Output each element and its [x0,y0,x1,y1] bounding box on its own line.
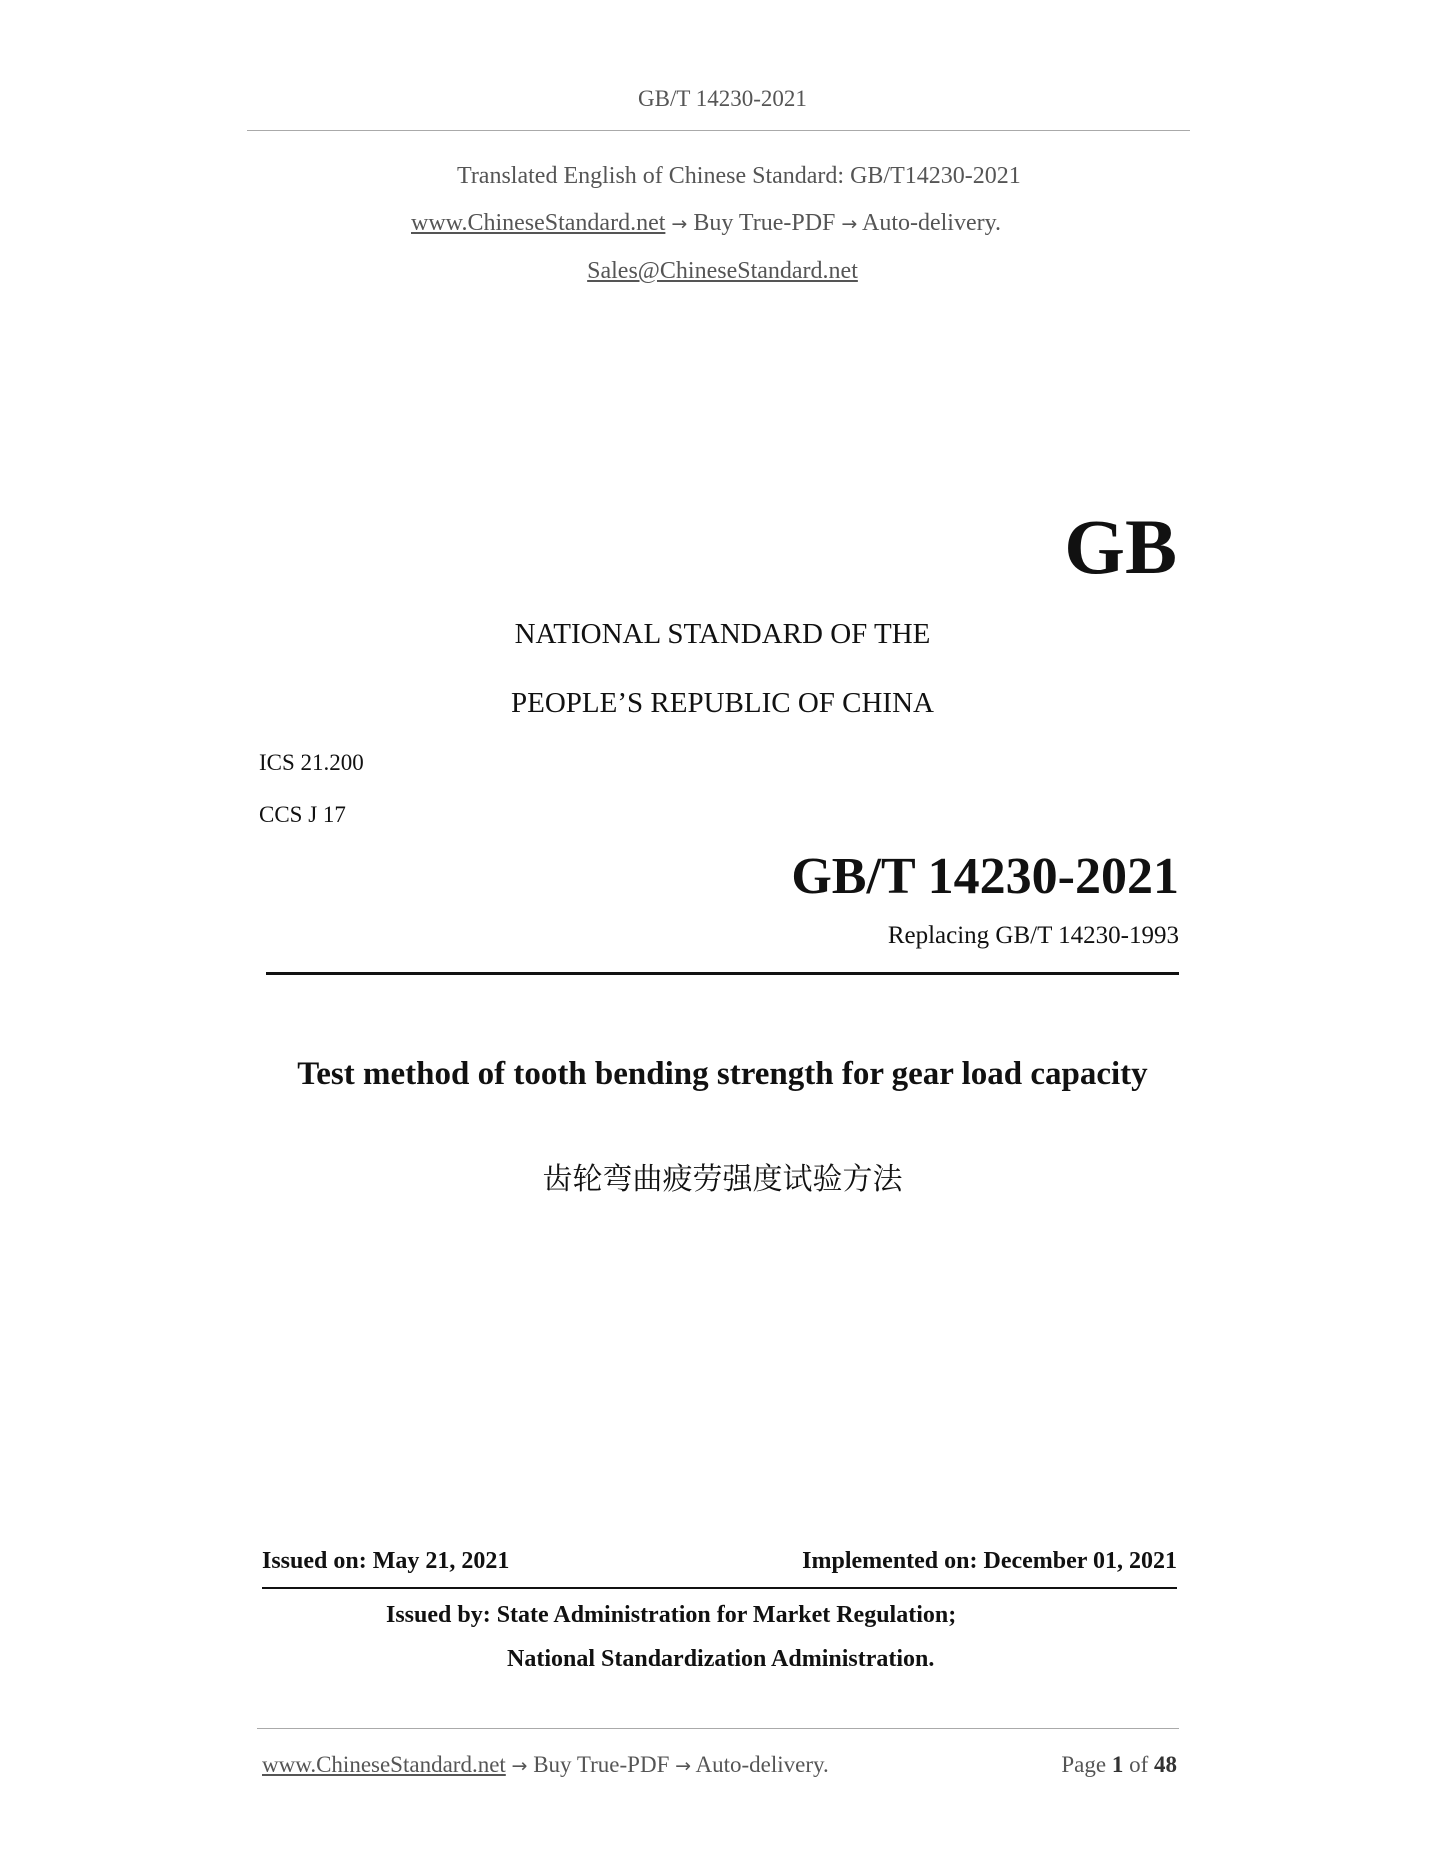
running-header: GB/T 14230-2021 [638,86,807,111]
issue-divider [262,1587,1177,1589]
ics-code: ICS 21.200 [259,750,364,775]
footer-divider [257,1728,1179,1729]
buy-text: Buy True-PDF [693,210,836,236]
implemented-on: Implemented on: December 01, 2021 [802,1548,1177,1574]
issued-by-line1: Issued by: State Administration for Market Regulation; [386,1602,957,1628]
notice-links [411,210,1001,237]
replacing-note: Replacing GB/T 14230-1993 [887,922,1179,949]
footer-buy-text: Buy True-PDF [533,1752,670,1777]
footer-links [262,1752,829,1778]
title-english: Test method of tooth bending strength for gear load capacity [297,1056,1148,1092]
email-row [0,258,1445,285]
of-label: of [1129,1752,1149,1777]
footer-site-link[interactable]: www.ChineseStandard.net [262,1752,506,1777]
page-number: 1 [1111,1752,1124,1777]
arrow-icon: → [671,213,688,235]
issued-by-line2: National Standardization Administration. [507,1646,935,1672]
standard-number: GB/T 14230-2021 [791,848,1179,905]
site-link[interactable]: www.ChineseStandard.net [411,210,666,236]
arrow-icon: → [675,1755,692,1777]
arrow-icon: → [841,213,858,235]
issued-on: Issued on: May 21, 2021 [262,1548,510,1574]
gb-logo: GB [1064,503,1177,590]
national-standard-line2: PEOPLE’S REPUBLIC OF CHINA [511,687,934,719]
ccs-code: CCS J 17 [259,802,346,827]
auto-delivery-text: Auto-delivery. [861,210,1002,236]
header-divider [247,130,1190,131]
page-indicator [1061,1752,1177,1778]
page-label: Page [1061,1752,1107,1777]
number-divider [266,972,1179,975]
sales-email-link[interactable]: Sales@ChineseStandard.net [587,258,858,284]
page-total: 48 [1154,1752,1177,1777]
footer-auto-delivery-text: Auto-delivery. [695,1752,829,1777]
arrow-icon: → [511,1755,528,1777]
national-standard-line1: NATIONAL STANDARD OF THE [514,618,931,650]
notice-line: Translated English of Chinese Standard: GB/T14230-2021 [457,163,1021,189]
title-chinese: 齿轮弯曲疲劳强度试验方法 [542,1162,903,1197]
